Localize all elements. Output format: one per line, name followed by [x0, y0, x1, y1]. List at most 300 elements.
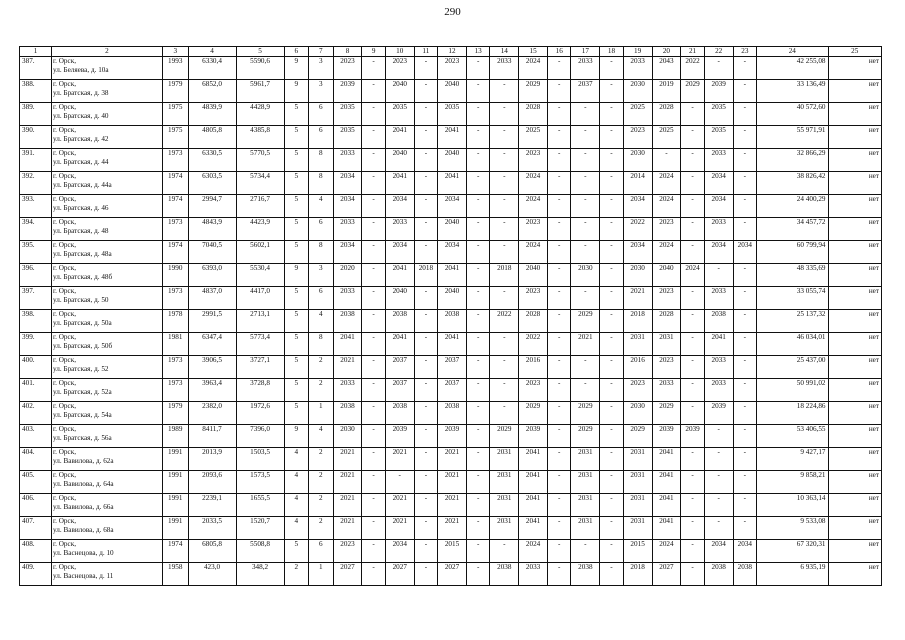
- row-number-cell: 408.: [20, 540, 52, 563]
- cost-cell: 10 363,14: [757, 494, 828, 517]
- table-cell: 2034: [623, 241, 652, 264]
- table-cell: -: [466, 172, 489, 195]
- table-cell: -: [681, 333, 704, 356]
- table-cell: 4: [309, 195, 334, 218]
- table-cell: 423,0: [188, 563, 236, 586]
- table-cell: -: [733, 448, 756, 471]
- table-cell: -: [362, 264, 385, 287]
- table-cell: 2041: [438, 333, 467, 356]
- table-cell: -: [733, 494, 756, 517]
- table-cell: -: [414, 333, 437, 356]
- table-cell: 4: [284, 471, 309, 494]
- table-cell: 2024: [652, 540, 681, 563]
- table-cell: -: [681, 494, 704, 517]
- table-cell: 9: [284, 425, 309, 448]
- flag-cell: нет: [828, 471, 881, 494]
- table-cell: 2034: [333, 195, 362, 218]
- table-cell: 2037: [438, 356, 467, 379]
- cost-cell: 53 406,55: [757, 425, 828, 448]
- table-cell: 6852,0: [188, 80, 236, 103]
- table-cell: -: [414, 448, 437, 471]
- table-cell: 2034: [385, 540, 414, 563]
- table-cell: -: [466, 563, 489, 586]
- table-cell: 2029: [681, 80, 704, 103]
- table-cell: 2021: [333, 494, 362, 517]
- table-cell: 1520,7: [236, 517, 284, 540]
- table-cell: -: [414, 517, 437, 540]
- table-cell: 2035: [333, 126, 362, 149]
- table-cell: -: [733, 172, 756, 195]
- table-cell: -: [490, 379, 519, 402]
- table-cell: 2029: [571, 310, 600, 333]
- table-cell: -: [571, 172, 600, 195]
- table-cell: 1974: [162, 195, 188, 218]
- table-cell: 1990: [162, 264, 188, 287]
- table-cell: -: [571, 103, 600, 126]
- table-cell: 1503,5: [236, 448, 284, 471]
- flag-cell: нет: [828, 356, 881, 379]
- flag-cell: нет: [828, 517, 881, 540]
- row-number-cell: 399.: [20, 333, 52, 356]
- column-header: 25: [828, 47, 881, 57]
- flag-cell: нет: [828, 241, 881, 264]
- table-cell: -: [414, 218, 437, 241]
- column-header: 22: [704, 47, 733, 57]
- flag-cell: нет: [828, 126, 881, 149]
- table-cell: 2038: [733, 563, 756, 586]
- table-cell: 2031: [623, 517, 652, 540]
- table-cell: 1972,6: [236, 402, 284, 425]
- table-cell: 2027: [438, 563, 467, 586]
- row-number-cell: 398.: [20, 310, 52, 333]
- table-cell: 2024: [519, 172, 548, 195]
- table-cell: 2021: [438, 448, 467, 471]
- table-cell: 2039: [519, 425, 548, 448]
- table-cell: -: [547, 57, 570, 80]
- table-cell: 2033: [704, 379, 733, 402]
- table-cell: 2031: [490, 448, 519, 471]
- table-cell: -: [600, 80, 623, 103]
- table-cell: 2029: [571, 402, 600, 425]
- column-header: 14: [490, 47, 519, 57]
- table-cell: 2041: [519, 448, 548, 471]
- table-cell: 2038: [704, 310, 733, 333]
- table-cell: 2018: [623, 563, 652, 586]
- table-cell: 2037: [385, 379, 414, 402]
- table-row: [20, 80, 882, 103]
- table-cell: 2041: [385, 264, 414, 287]
- table-cell: 1975: [162, 126, 188, 149]
- table-cell: 5: [284, 402, 309, 425]
- address-cell: г. Орск, ул. Братская, д. 44а: [52, 172, 163, 195]
- address-cell: г. Орск, ул. Вавилова, д. 68а: [52, 517, 163, 540]
- table-cell: 2039: [652, 425, 681, 448]
- table-cell: 2031: [652, 333, 681, 356]
- table-row: [20, 287, 882, 310]
- table-cell: -: [414, 287, 437, 310]
- table-cell: 2033: [652, 379, 681, 402]
- column-header: 16: [547, 47, 570, 57]
- address-cell: г. Орск, ул. Вавилова, д. 64а: [52, 471, 163, 494]
- table-cell: 2034: [385, 195, 414, 218]
- table-cell: -: [466, 425, 489, 448]
- row-number-cell: 405.: [20, 471, 52, 494]
- cost-cell: 42 255,08: [757, 57, 828, 80]
- table-cell: 2033,5: [188, 517, 236, 540]
- table-cell: 2033: [623, 57, 652, 80]
- table-cell: -: [681, 563, 704, 586]
- cost-cell: 18 224,86: [757, 402, 828, 425]
- table-cell: 9: [284, 264, 309, 287]
- table-cell: 2034: [733, 540, 756, 563]
- table-cell: 8: [309, 172, 334, 195]
- table-cell: 2041: [385, 126, 414, 149]
- table-cell: 2025: [623, 103, 652, 126]
- flag-cell: нет: [828, 540, 881, 563]
- table-cell: 2021: [333, 471, 362, 494]
- row-number-cell: 387.: [20, 57, 52, 80]
- table-cell: -: [362, 402, 385, 425]
- table-cell: 2: [284, 563, 309, 586]
- table-cell: -: [704, 494, 733, 517]
- row-number-cell: 391.: [20, 149, 52, 172]
- table-cell: 2041: [438, 172, 467, 195]
- table-cell: 2023: [333, 540, 362, 563]
- table-cell: 2031: [490, 494, 519, 517]
- table-cell: -: [547, 149, 570, 172]
- table-cell: -: [733, 402, 756, 425]
- table-cell: 2029: [652, 402, 681, 425]
- table-cell: -: [681, 310, 704, 333]
- table-cell: 2040: [385, 80, 414, 103]
- table-row: [20, 425, 882, 448]
- table-cell: 2039: [333, 80, 362, 103]
- table-cell: 5773,4: [236, 333, 284, 356]
- table-cell: -: [733, 287, 756, 310]
- table-cell: -: [600, 540, 623, 563]
- table-cell: 1989: [162, 425, 188, 448]
- flag-cell: нет: [828, 402, 881, 425]
- table-cell: 2022: [519, 333, 548, 356]
- table-cell: 8: [309, 241, 334, 264]
- table-cell: 6347,4: [188, 333, 236, 356]
- table-cell: -: [600, 195, 623, 218]
- table-cell: 2018: [623, 310, 652, 333]
- table-cell: 1973: [162, 356, 188, 379]
- address-cell: г. Орск, ул. Братская, д. 48а: [52, 241, 163, 264]
- table-cell: -: [600, 563, 623, 586]
- table-cell: -: [704, 425, 733, 448]
- table-cell: 2038: [490, 563, 519, 586]
- address-cell: г. Орск, ул. Вавилова, д. 62а: [52, 448, 163, 471]
- cost-cell: 46 034,01: [757, 333, 828, 356]
- table-cell: -: [547, 402, 570, 425]
- table-cell: -: [733, 126, 756, 149]
- table-cell: -: [547, 425, 570, 448]
- table-row: [20, 172, 882, 195]
- table-cell: 2040: [652, 264, 681, 287]
- table-cell: 348,2: [236, 563, 284, 586]
- table-cell: 2033: [704, 356, 733, 379]
- table-cell: 2038: [385, 402, 414, 425]
- table-cell: 5: [284, 241, 309, 264]
- table-cell: 2035: [385, 103, 414, 126]
- cost-cell: 9 533,08: [757, 517, 828, 540]
- table-cell: -: [414, 103, 437, 126]
- table-cell: 2040: [438, 80, 467, 103]
- address-cell: г. Орск, ул. Беляева, д. 10а: [52, 57, 163, 80]
- table-cell: -: [362, 126, 385, 149]
- table-cell: -: [547, 448, 570, 471]
- table-cell: -: [547, 195, 570, 218]
- cost-cell: 32 866,29: [757, 149, 828, 172]
- table-cell: 5: [284, 356, 309, 379]
- table-cell: 2041: [333, 333, 362, 356]
- table-cell: 2037: [571, 80, 600, 103]
- table-cell: 2033: [519, 563, 548, 586]
- table-cell: -: [490, 356, 519, 379]
- table-cell: -: [600, 310, 623, 333]
- table-cell: 2031: [623, 494, 652, 517]
- table-cell: -: [414, 494, 437, 517]
- table-cell: -: [733, 149, 756, 172]
- table-cell: 2033: [490, 57, 519, 80]
- table-cell: 2039: [681, 425, 704, 448]
- table-cell: 4843,9: [188, 218, 236, 241]
- table-cell: 5770,5: [236, 149, 284, 172]
- cost-cell: 38 826,42: [757, 172, 828, 195]
- table-cell: 2043: [652, 57, 681, 80]
- table-cell: 2041: [438, 126, 467, 149]
- row-number-cell: 388.: [20, 80, 52, 103]
- table-cell: -: [681, 540, 704, 563]
- table-cell: -: [362, 57, 385, 80]
- table-cell: 1974: [162, 540, 188, 563]
- table-cell: -: [571, 540, 600, 563]
- table-cell: -: [547, 103, 570, 126]
- table-cell: 2033: [571, 57, 600, 80]
- table-cell: 2035: [333, 103, 362, 126]
- table-cell: 5: [284, 333, 309, 356]
- table-cell: -: [466, 218, 489, 241]
- table-cell: 1973: [162, 379, 188, 402]
- table-cell: 5734,4: [236, 172, 284, 195]
- table-row: [20, 540, 882, 563]
- cost-cell: 60 799,94: [757, 241, 828, 264]
- table-cell: -: [704, 517, 733, 540]
- table-cell: -: [490, 540, 519, 563]
- table-cell: 2021: [438, 494, 467, 517]
- table-cell: -: [490, 241, 519, 264]
- table-cell: -: [466, 517, 489, 540]
- table-cell: 5: [284, 287, 309, 310]
- table-cell: -: [681, 172, 704, 195]
- flag-cell: нет: [828, 218, 881, 241]
- table-cell: 5: [284, 103, 309, 126]
- table-cell: 2034: [623, 195, 652, 218]
- table-cell: 2016: [623, 356, 652, 379]
- table-row: [20, 126, 882, 149]
- table-cell: -: [414, 563, 437, 586]
- table-cell: 6: [309, 218, 334, 241]
- table-cell: 3906,5: [188, 356, 236, 379]
- table-cell: 2031: [571, 448, 600, 471]
- table-cell: -: [362, 149, 385, 172]
- flag-cell: нет: [828, 287, 881, 310]
- address-cell: г. Орск, ул. Братская, д. 56а: [52, 425, 163, 448]
- address-cell: г. Орск, ул. Братская, д. 50а: [52, 310, 163, 333]
- column-header: 19: [623, 47, 652, 57]
- table-cell: 2040: [519, 264, 548, 287]
- table-cell: -: [414, 195, 437, 218]
- table-cell: -: [466, 195, 489, 218]
- table-cell: 2030: [623, 80, 652, 103]
- table-cell: 2021: [438, 517, 467, 540]
- table-cell: -: [600, 517, 623, 540]
- table-cell: -: [571, 218, 600, 241]
- cost-cell: 67 320,31: [757, 540, 828, 563]
- table-cell: 2038: [704, 563, 733, 586]
- table-cell: -: [490, 103, 519, 126]
- table-header-row: [20, 47, 882, 57]
- table-cell: -: [681, 517, 704, 540]
- table-cell: 2028: [519, 310, 548, 333]
- table-cell: 5: [284, 379, 309, 402]
- table-cell: 1991: [162, 517, 188, 540]
- cost-cell: 40 572,60: [757, 103, 828, 126]
- table-cell: -: [547, 264, 570, 287]
- table-cell: 3: [309, 57, 334, 80]
- cost-cell: 33 136,49: [757, 80, 828, 103]
- table-cell: 2035: [704, 103, 733, 126]
- table-cell: 5602,1: [236, 241, 284, 264]
- column-header: 13: [466, 47, 489, 57]
- address-cell: г. Орск, ул. Васнецова, д. 10: [52, 540, 163, 563]
- table-cell: 2030: [623, 264, 652, 287]
- table-cell: -: [600, 264, 623, 287]
- table-cell: -: [414, 356, 437, 379]
- column-header: 18: [600, 47, 623, 57]
- table-cell: 2034: [704, 172, 733, 195]
- table-cell: -: [362, 195, 385, 218]
- address-cell: г. Орск, ул. Братская, д. 44: [52, 149, 163, 172]
- table-cell: 2031: [623, 448, 652, 471]
- table-cell: 2040: [385, 287, 414, 310]
- table-cell: -: [600, 471, 623, 494]
- table-cell: 1974: [162, 172, 188, 195]
- table-cell: -: [704, 57, 733, 80]
- address-cell: г. Орск, ул. Васнецова, д. 11: [52, 563, 163, 586]
- table-cell: 9: [284, 57, 309, 80]
- column-header: 21: [681, 47, 704, 57]
- table-cell: -: [600, 333, 623, 356]
- table-cell: -: [547, 333, 570, 356]
- flag-cell: нет: [828, 563, 881, 586]
- address-cell: г. Орск, ул. Братская, д. 52а: [52, 379, 163, 402]
- table-cell: 2041: [385, 172, 414, 195]
- table-cell: 1991: [162, 494, 188, 517]
- table-cell: 2023: [623, 126, 652, 149]
- table-cell: 2027: [385, 563, 414, 586]
- table-cell: -: [362, 218, 385, 241]
- table-cell: 2034: [438, 241, 467, 264]
- table-cell: 2021: [385, 494, 414, 517]
- column-header: 7: [309, 47, 334, 57]
- table-cell: 2033: [333, 287, 362, 310]
- table-cell: 1991: [162, 471, 188, 494]
- table-row: [20, 218, 882, 241]
- row-number-cell: 409.: [20, 563, 52, 586]
- table-cell: 1973: [162, 218, 188, 241]
- table-cell: 1978: [162, 310, 188, 333]
- table-cell: -: [547, 80, 570, 103]
- table-cell: -: [600, 218, 623, 241]
- table-cell: 6805,8: [188, 540, 236, 563]
- column-header: 1: [20, 47, 52, 57]
- table-cell: 2021: [333, 517, 362, 540]
- table-cell: 2021: [385, 448, 414, 471]
- table-cell: 2015: [438, 540, 467, 563]
- table-cell: -: [547, 310, 570, 333]
- flag-cell: нет: [828, 333, 881, 356]
- table-cell: 2030: [571, 264, 600, 287]
- table-cell: 6330,5: [188, 149, 236, 172]
- table-cell: -: [600, 103, 623, 126]
- table-cell: -: [600, 241, 623, 264]
- table-cell: -: [681, 379, 704, 402]
- table-cell: 2029: [571, 425, 600, 448]
- cost-cell: 25 137,32: [757, 310, 828, 333]
- table-cell: 4417,0: [236, 287, 284, 310]
- table-cell: -: [571, 126, 600, 149]
- table-cell: -: [733, 517, 756, 540]
- row-number-cell: 403.: [20, 425, 52, 448]
- table-cell: -: [571, 149, 600, 172]
- table-cell: 2030: [333, 425, 362, 448]
- table-cell: 2023: [519, 287, 548, 310]
- flag-cell: нет: [828, 425, 881, 448]
- table-cell: 1958: [162, 563, 188, 586]
- table-cell: -: [362, 310, 385, 333]
- flag-cell: нет: [828, 103, 881, 126]
- table-cell: 2031: [490, 517, 519, 540]
- column-header: 3: [162, 47, 188, 57]
- table-cell: 5: [284, 310, 309, 333]
- table-cell: -: [362, 540, 385, 563]
- table-cell: -: [681, 402, 704, 425]
- table-cell: 2021: [333, 448, 362, 471]
- flag-cell: нет: [828, 448, 881, 471]
- table-cell: 2019: [652, 80, 681, 103]
- table-cell: 6303,5: [188, 172, 236, 195]
- table-cell: -: [547, 356, 570, 379]
- table-cell: 5: [284, 126, 309, 149]
- table-cell: 4385,8: [236, 126, 284, 149]
- flag-cell: нет: [828, 149, 881, 172]
- table-cell: -: [681, 195, 704, 218]
- table-cell: 2027: [652, 563, 681, 586]
- table-cell: -: [733, 333, 756, 356]
- table-cell: 4428,9: [236, 103, 284, 126]
- table-row: [20, 448, 882, 471]
- table-cell: 2034: [438, 195, 467, 218]
- row-number-cell: 396.: [20, 264, 52, 287]
- table-cell: 4: [309, 310, 334, 333]
- table-cell: -: [362, 448, 385, 471]
- table-cell: 5590,6: [236, 57, 284, 80]
- table-cell: -: [466, 333, 489, 356]
- table-cell: 2382,0: [188, 402, 236, 425]
